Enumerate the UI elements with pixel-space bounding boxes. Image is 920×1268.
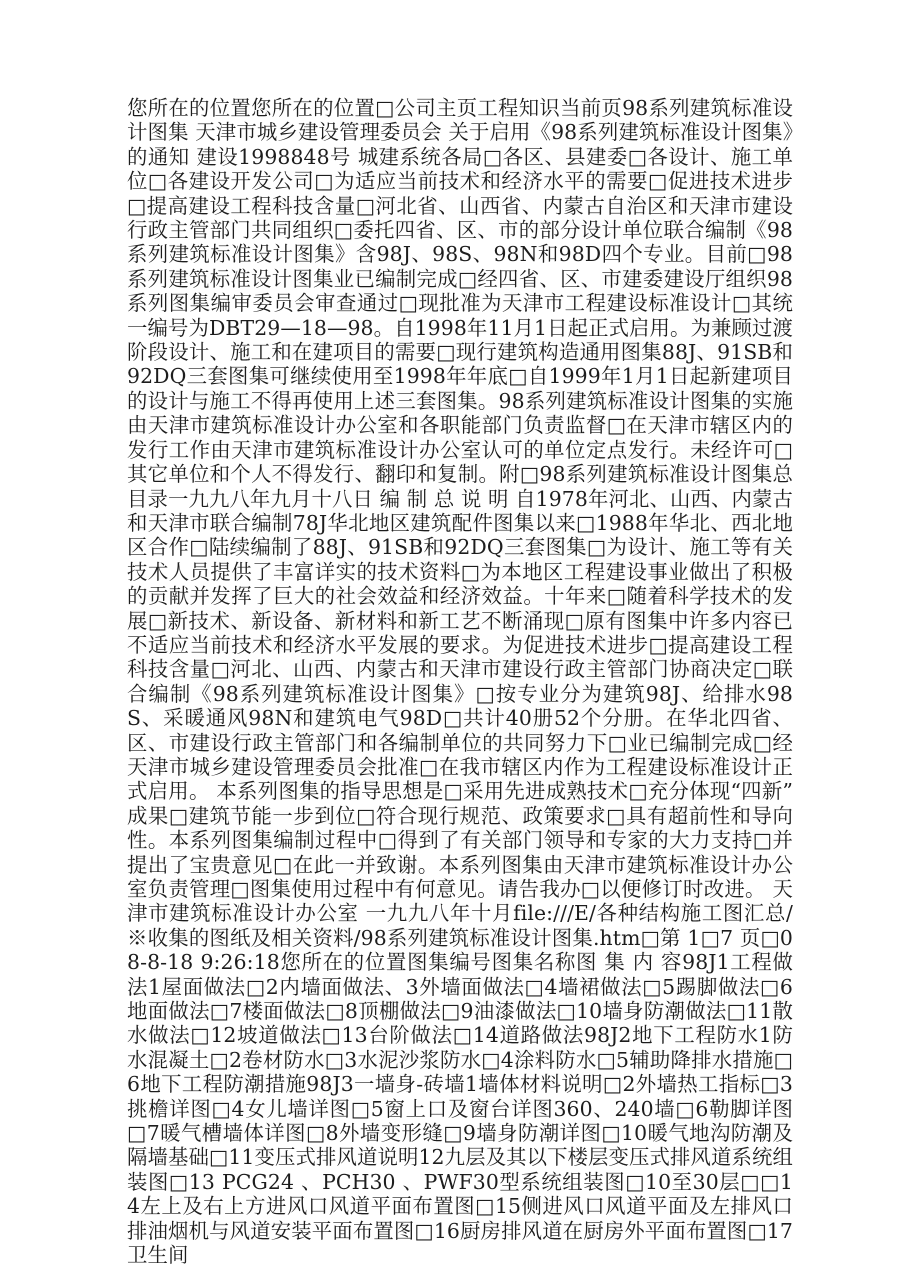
document-body-paragraph: 您所在的位置您所在的位置□公司主页工程知识当前页98系列建筑标准设计图集 天津市城乡建设管理委员会 关于启用《98系列建筑标准设计图集》的通知 建设1998848号 城建系统各局□各区、县建委□各设计、施工单位□各建设开发公司□为适应当前技术和经济水平的需要□促进技术进步□提高建设工程科技含量□河北省、山西省、内蒙古自治区和天津市建设行政主管部门共同组织□委托四省、区、市的部分设计单位联合编制《98系列建筑标准设计图集》含98J、98S、98N和98D四个专业。目前□98系列建筑标准设计图集业已编制完成□经四省、区、市建委建设厅组织98系列图集编审委员会审查通过□现批准为天津市工程建设标准设计□其统一编号为DBT29—18—98。自1998年11月1日起正式启用。为兼顾过渡阶段设计、施工和在建项目的需要□现行建筑构造通用图集88J、91SB和92DQ三套图集可继续使用至1998年年底□自1999年1月1日起新建项目的设计与施工不得再使用上述三套图集。98系列建筑标准设计图集的实施由天津市建筑标准设计办公室和各职能部门负责监督□在天津市辖区内的发行工作由天津市建筑标准设计办公室认可的单位定点发行。未经许可□其它单位和个人不得发行、翻印和复制。附□98系列建筑标准设计图集总目录一九九八年九月十八日 编 制 总 说 明 自1978年河北、山西、内蒙古和天津市联合编制78J华北地区建筑配件图集以来□1988年华北、西北地区合作□陆续编制了88J、91SB和92DQ三套图集□为设计、施工等有关技术人员提供了丰富详实的技术资料□为本地区工程建设事业做出了积极的贡献并发挥了巨大的社会效益和经济效益。十年来□随着科学技术的发展□新技术、新设备、新材料和新工艺不断涌现□原有图集中许多内容已不适应当前技术和经济水平发展的要求。为促进技术进步□提高建设工程科技含量□河北、山西、内蒙古和天津市建设行政主管部门协商决定□联合编制《98系列建筑标准设计图集》□按专业分为建筑98J、给排水98S、采暖通风98N和建筑电气98D□共计40册52个分册。在华北四省、区、市建设行政主管部门和各编制单位的共同努力下□业已编制完成□经天津市城乡建设管理委员会批准□在我市辖区内作为工程建设标准设计正式启用。 本系列图集的指导思想是□采用先进成熟技术□充分体现“四新”成果□建筑节能一步到位□符合现行规范、政策要求□具有超前性和导向性。本系列图集编制过程中□得到了有关部门领导和专家的大力支持□并提出了宝贵意见□在此一并致谢。本系列图集由天津市建筑标准设计办公室负责管理□图集使用过程中有何意见。请告我办□以便修订时改进。 天津市建筑标准设计办公室 一九九八年十月file:///E/各种结构施工图汇总/※收集的图纸及相关资料/98系列建筑标准设计图集.htm□第 1□7 页□08-8-18 9:26:18您所在的位置图集编号图集名称图 集 内 容98J1工程做法1屋面做法□2内墙面做法、3外墙面做法□4墙裙做法□5踢脚做法□6地面做法□7楼面做法□8顶棚做法□9油漆做法□10墙身防潮做法□11散水做法□12坡道做法□13台阶做法□14道路做法98J2地下工程防水1防水混凝土□2卷材防水□3水泥沙浆防水□4涂料防水□5辅助降排水措施□6地下工程防潮措施98J3一墙身-砖墙1墙体材料说明□2外墙热工指标□3挑檐详图□4女儿墙详图□5窗上口及窗台详图360、240墙□6勒脚详图□7暖气槽墙体详图□8外墙变形缝□9墙身防潮详图□10暖气地沟防潮及隔墙基础□11变压式排风道说明12九层及其以下楼层变压式排风道系统组装图□13 PCG24 、PCH30 、PWF30型系统组装图□10至30层□□14左上及右上方进风口风道平面布置图□15侧进风口风道平面及左排风口排油烟机与风道安装平面布置图□16厨房排风道在厨房外平面布置图□17卫生间 [127, 96, 793, 1268]
document-text-block [127, 96, 793, 1268]
